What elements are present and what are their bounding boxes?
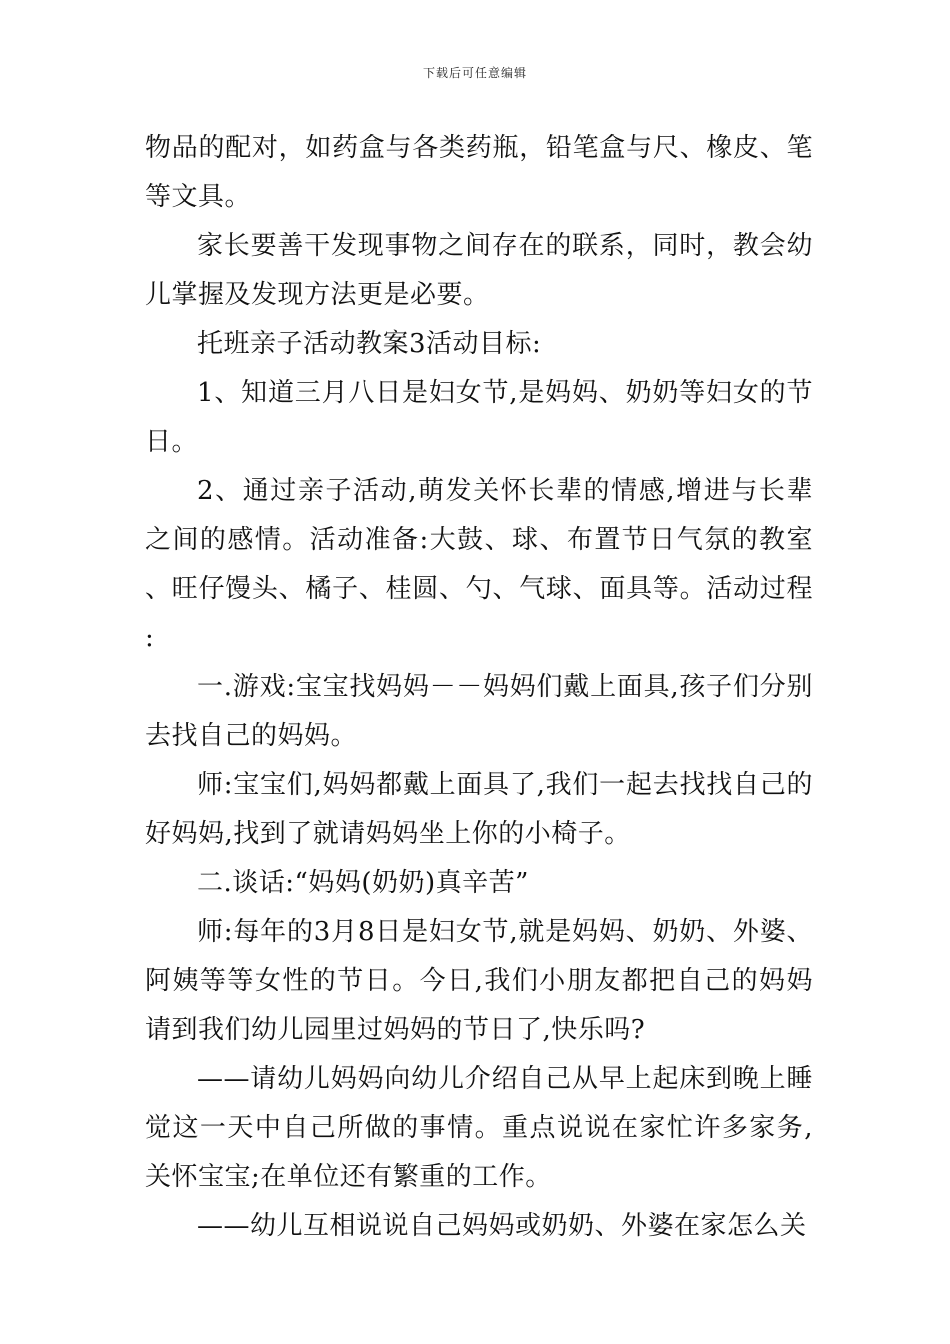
paragraph: 1、知道三月八日是妇女节,是妈妈、奶奶等妇女的节日。: [145, 378, 813, 457]
paragraph: 师:宝宝们,妈妈都戴上面具了,我们一起去找找自己的好妈妈,找到了就请妈妈坐上你的小椅子。: [145, 770, 813, 849]
paragraph: ——幼儿互相说说自己妈妈或奶奶、外婆在家怎么关: [197, 1211, 807, 1241]
paragraph: ——请幼儿妈妈向幼儿介绍自己从早上起床到晚上睡觉这一天中自己所做的事情。重点说说在家忙许多家务,关怀宝宝;在单位还有繁重的工作。: [145, 1064, 813, 1192]
paragraph: 二.谈话:“妈妈(奶奶)真辛苦”: [197, 868, 529, 898]
paragraph: 一.游戏:宝宝找妈妈－－妈妈们戴上面具,孩子们分别去找自己的妈妈。: [145, 672, 813, 751]
paragraph: 托班亲子活动教案3活动目标:: [197, 329, 542, 359]
document-body: [145, 124, 813, 1251]
paragraph: 物品的配对，如药盒与各类药瓶，铅笔盒与尺、橡皮、笔等文具。: [145, 133, 813, 212]
paragraph: 家长要善干发现事物之间存在的联系，同时，教会幼儿掌握及发现方法更是必要。: [145, 231, 813, 310]
page-header-note: 下载后可任意编辑: [422, 66, 527, 80]
paragraph: 师:每年的3月8日是妇女节,就是妈妈、奶奶、外婆、阿姨等等女性的节日。今日,我们小朋友都把自己的妈妈请到我们幼儿园里过妈妈的节日了,快乐吗?: [145, 917, 813, 1045]
paragraph: 2、通过亲子活动,萌发关怀长辈的情感,增进与长辈之间的感情。活动准备:大鼓、球、布置节日气氛的教室、旺仔馒头、橘子、桂圆、勺、气球、面具等。活动过程:: [145, 476, 813, 653]
